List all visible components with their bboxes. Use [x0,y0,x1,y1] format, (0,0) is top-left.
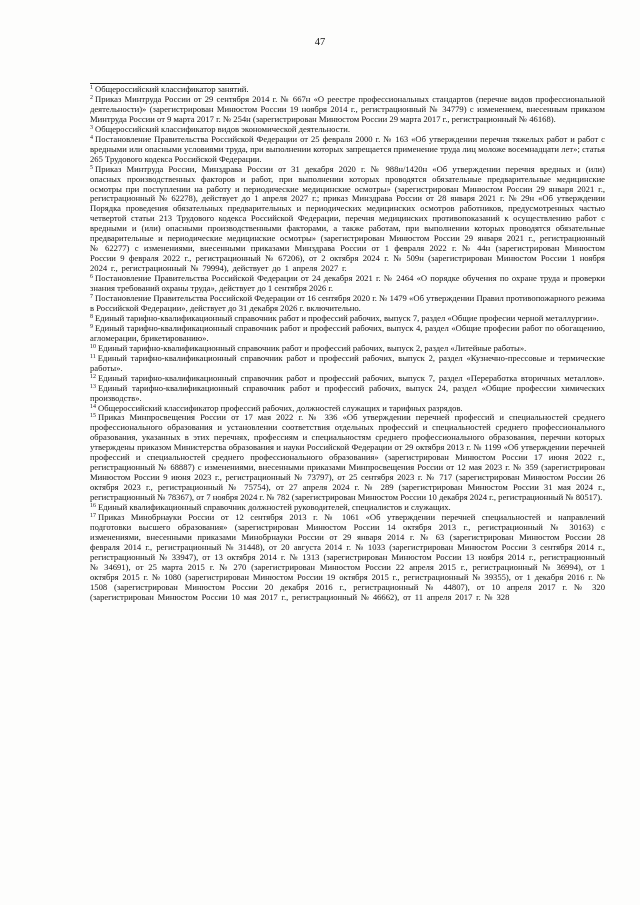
footnote-2 [90,95,605,125]
footnote-text: Единый тарифно-квалификационный справочник работ и профессий рабочих, выпуск 7, раздел «Общие професии черной металлургии». [95,312,599,323]
footnote-number: 4 [90,134,93,141]
footnote-number: 13 [90,383,96,390]
footnote-text: Постановление Правительства Российской Федерации от 24 декабря 2021 г. № 2464 «О порядке обучения по охране труда и проверки знания требований охраны труда», действует до 1 сентября 2026 г. [90,273,605,294]
footnote-number: 8 [90,313,93,320]
footnote-number: 7 [90,294,93,301]
footnote-15 [90,413,605,503]
footnote-number: 15 [90,413,96,420]
footnote-text: Общероссийский классификатор видов экономической деятельности. [95,123,350,134]
footnote-text: Общероссийский классификатор профессий рабочих, должностей служащих и тарифных разрядов. [98,402,463,413]
footnote-text: Единый тарифно-квалификационный справочник работ и профессий рабочих, выпуск 4, раздел «Общие професии работ по обогащению, агломерации, брикетированию». [90,322,605,343]
footnote-number: 17 [90,512,96,519]
footnote-text: Постановление Правительства Российской Федерации от 16 сентября 2020 г. № 1479 «Об утверждении Правил противопожарного режима в Российской Федерации», действует до 31 декабря 2026 г. включительно. [90,293,605,313]
footnote-11 [90,354,605,374]
footnote-number: 6 [90,274,93,281]
footnote-number: 11 [90,353,96,360]
footnote-text: Приказ Минпросвещения России от 17 мая 2022 г. № 336 «Об утверждении перечней профессий и специальностей среднего профессионального образования и установлении соответствия отдельных профессий и специальностей среднего профессионального образования, указанных в этих перечнях, профессиям и специальностям среднего профессионального образования, перечни которых утверждены приказом Министерства образования и науки Российской Федерации от 29 октября 2013 г. № 1199 «Об утверждении перечней профессий и специальностей среднего профессионального образования» (зарегистрирован Минюстом России 17 июня 2022 г., регистрационный № 68887) с изменениями, внесенными приказами Минпросвещения России от 12 мая 2023 г. № 359 (зарегистрирован Минюстом России 9 июня 2023 г., регистрационный № 73797), от 25 сентября 2023 г. № 717 (зарегистрирован Минюстом России 26 октября 2023 г., регистрационный № 75754), от 27 апреля 2024 г. № 289 (зарегистрирован Минюстом России 31 мая 2024 г., регистрационный № 78367), от 7 ноября 2024 г. № 782 (зарегистрирован Минюстом России 10 декабря 2024 г., регистрационный № 80517). [90,412,605,503]
footnote-text: Единый тарифно-квалификационный справочник работ и профессий рабочих, выпуск 7, раздел «Переработка вторичных металлов». [98,372,605,383]
footnote-number: 10 [90,343,96,350]
footnote-number: 14 [90,403,96,410]
footnote-text: Общероссийский классификатор занятий. [95,84,249,94]
footnote-7 [90,294,605,314]
footnote-text: Единый тарифно-квалификационный справочник работ и профессий рабочих, выпуск 2, раздел «Кузнечно-прессовые и термические работы». [90,352,605,373]
footnote-number: 1 [90,85,93,91]
footnote-number: 5 [90,164,93,171]
footnote-number: 2 [90,94,93,101]
footnote-number: 12 [90,373,96,380]
footnote-text: Приказ Минобрнауки России от 12 сентября 2013 г. № 1061 «Об утверждении перечней специальностей и направлений подготовки высшего образования» (зарегистрирован Минюстом России 14 октября 2013 г., регистрационный № 30163) с изменениями, внесенными приказами Минобрнауки России от 29 января 2014 г. № 63 (зарегистрирован Минюстом России 28 февраля 2014 г., регистрационный № 31448), от 20 августа 2014 г. № 1033 (зарегистрирован Минюстом России 3 сентября 2014 г., регистрационный № 33947), от 13 октября 2014 г. № 1313 (зарегистрирован Минюстом России 13 ноября 2014 г., регистрационный № 34691), от 25 марта 2015 г. № 270 (зарегистрирован Минюстом России 22 апреля 2015 г., регистрационный № 36994), от 1 октября 2015 г. № 1080 (зарегистрирован Минюстом России 19 октября 2015 г., регистрационный № 39355), от 1 декабря 2016 г. № 1508 (зарегистрирован Минюстом России 20 декабря 2016 г., регистрационный № 44807), от 10 апреля 2017 г. № 320 (зарегистрирован Минюстом России 10 мая 2017 г., регистрационный № 46662), от 11 апреля 2017 г. № 328 [90,511,605,602]
footnote-text: Единый квалификационный справочник должностей руководителей, специалистов и служащих. [98,502,451,513]
footnote-5 [90,165,605,274]
footnotes [90,85,605,603]
footnote-text: Единый тарифно-квалификационный справочник работ и профессий рабочих, выпуск 2, раздел «Литейные работы». [98,342,527,353]
page-number: 47 [314,37,326,48]
footnote-13 [90,384,605,404]
footnote-6 [90,274,605,294]
footnote-9 [90,324,605,344]
footnote-17 [90,513,605,603]
footnote-text: Приказ Минтруда России от 29 сентября 2014 г. № 667н «О реестре профессиональных стандартов (перечне видов профессиональной деятельности)» (зарегистрирован Минюстом России 19 ноября 2014 г., регистрационный № 34779) с изменением, внесенным приказом Минтруда России от 9 марта 2017 г. № 254н (зарегистрирован Минюстом России 29 марта 2017 г., регистрационный № 46168). [90,93,605,124]
footnote-4 [90,135,605,165]
footnote-text: Единый тарифно-квалификационный справочник работ и профессий рабочих, выпуск 24, раздел «Общие профессии химических производств». [90,382,605,403]
footnote-number: 3 [90,124,93,131]
footnote-text: Приказ Минтруда России, Минздрава России от 31 декабря 2020 г. № 988н/1420н «Об утверждении перечня вредных и (или) опасных производственных факторов и работ, при выполнении которых проводятся обязательные предварительные медицинские осмотры при поступлении на работу и периодические медицинские осмотры» (зарегистрирован Минюстом России 29 января 2021 г., регистрационный № 62278), действует до 1 апреля 2027 г.; приказ Минздрава России от 28 января 2021 г. № 29н «Об утверждении Порядка проведения обязательных предварительных и периодических медицинских осмотров работников, предусмотренных частью четвертой статьи 213 Трудового кодекса Российской Федерации, перечня медицинских противопоказаний к осуществлению работ с вредными и (или) опасными производственными факторами, а также работам, при выполнении которых проводятся обязательные предварительные и периодические медицинские осмотры» (зарегистрирован Минюстом России 29 января 2021 г., регистрационный № 62277) с изменениями, внесенными приказами Минздрава России от 1 февраля 2022 г. № 44н (зарегистрирован Минюстом России 9 февраля 2022 г., регистрационный № 67206), от 2 октября 2024 г. № 509н (зарегистрирован Минюстом России 1 ноября 2024 г., регистрационный № 79994), действует до 1 апреля 2027 г. [90,163,605,274]
footnote-number: 9 [90,323,93,330]
footnote-number: 16 [90,503,96,510]
footnote-text: Постановление Правительства Российской Федерации от 25 февраля 2000 г. № 163 «Об утверждении перечня тяжелых работ и работ с вредными или опасными условиями труда, при выполнении которых запрещается применение труда лиц моложе восемнадцати лет»; статья 265 Трудового кодекса Российской Федерации. [90,133,605,164]
